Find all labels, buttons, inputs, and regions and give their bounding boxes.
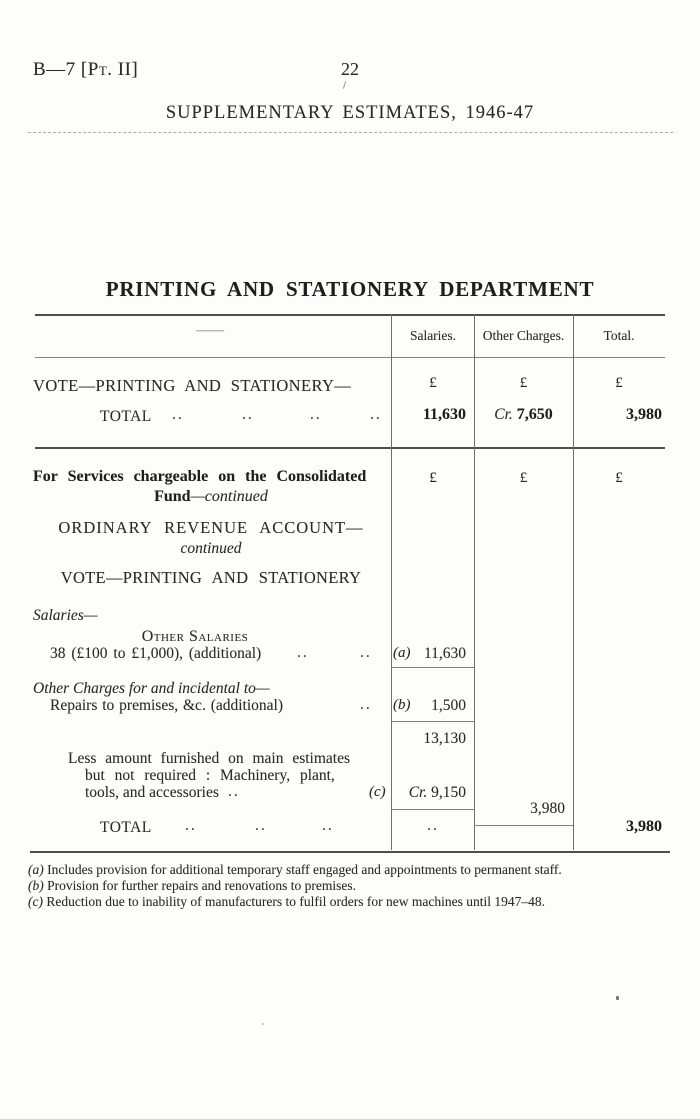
detail-total-label: TOTAL: [100, 819, 152, 836]
other-charges-group-label: Other Charges for and incidental to—: [33, 680, 270, 697]
table-vline-1: [391, 314, 392, 850]
summary-other-charges-value: [475, 406, 572, 424]
footnote-a: [28, 862, 562, 878]
salaries-group-label: Salaries—: [33, 607, 98, 624]
salaries-column-rule-1: [391, 667, 474, 668]
footnote-c-label: (c): [28, 894, 43, 909]
credit-amount: 7,650: [516, 406, 553, 423]
detail-total-value: 3,980: [626, 818, 662, 835]
fund-heading-line1: For Services chargeable on the Consolidated: [33, 468, 367, 485]
repairs-note-ref: (b): [393, 697, 411, 713]
repairs-item: Repairs to premises, &c. (additional): [50, 697, 283, 714]
account-heading: ORDINARY REVENUE ACCOUNT—: [58, 518, 364, 537]
repairs-item-value: 1,500: [431, 697, 466, 714]
credit-amount: 9,150: [431, 784, 466, 801]
credit-prefix: Cr.: [408, 784, 428, 801]
summary-vote-heading: VOTE—PRINTING AND STATIONERY—: [33, 376, 352, 395]
table-section-rule: [35, 447, 665, 449]
footnote-b-label: (b): [28, 878, 44, 893]
fund-heading-bold: Fund: [154, 488, 191, 505]
pound-sign-salaries-2: £: [429, 470, 437, 486]
credit-prefix: Cr.: [494, 406, 513, 423]
dot-leader: ..: [228, 783, 240, 800]
footnote-c: [28, 894, 545, 910]
ink-speck: [343, 81, 346, 89]
dot-leader: ..: [360, 644, 372, 661]
pound-sign-salaries: £: [429, 375, 437, 391]
less-item-value: [390, 784, 466, 802]
less-line-3: tools, and accessories: [85, 784, 219, 801]
table-vline-2: [474, 314, 475, 850]
salaries-column-rule-2: [391, 721, 474, 722]
other-charges-column-rule: [474, 825, 573, 826]
footnote-a-label: (a): [28, 862, 44, 877]
ink-speck: [616, 996, 619, 1000]
footnote-b-text: Provision for further repairs and renovations to premises.: [47, 878, 357, 893]
account-heading-continued: continued: [180, 540, 242, 557]
column-header-salaries: Salaries.: [409, 328, 457, 343]
footnote-c-text: Reduction due to inability of manufacturers to fulfil orders for new machines until 1947–48.: [46, 894, 545, 909]
dot-leader: ..: [172, 406, 184, 423]
less-note-ref: (c): [369, 784, 386, 800]
dot-leader: ..: [360, 696, 372, 713]
fund-heading-continued: —continued: [190, 488, 268, 505]
dot-leader: ..: [370, 406, 382, 423]
document-reference: B—7 [Pt. II]: [33, 59, 139, 80]
table-vline-3: [573, 314, 574, 850]
detail-vote-heading: VOTE—PRINTING AND STATIONERY: [60, 568, 362, 587]
summary-salaries-value: 11,630: [422, 406, 466, 423]
stub-column-dash: ——: [196, 323, 224, 338]
dot-leader: ..: [427, 817, 439, 834]
less-line-2: but not required : Machinery, plant,: [85, 767, 335, 784]
footnote-b: [28, 878, 356, 894]
pound-sign-other-charges: £: [519, 375, 528, 391]
header-rule: [28, 132, 673, 133]
dot-leader: ..: [185, 817, 197, 834]
column-header-other-charges: Other Charges.: [482, 328, 565, 343]
other-salaries-subhead: Other Salaries: [141, 628, 249, 645]
salaries-subtotal-value: 13,130: [423, 730, 466, 747]
table-top-rule: [35, 314, 665, 316]
less-line-1: Less amount furnished on main estimates: [68, 750, 350, 767]
salaries-item-value: 11,630: [423, 645, 466, 662]
fund-heading-line2: [33, 488, 389, 506]
dot-leader: ..: [255, 817, 267, 834]
dot-leader: ..: [297, 644, 309, 661]
salaries-column-rule-3: [391, 809, 474, 810]
summary-total-value: 3,980: [626, 406, 662, 423]
footnote-a-text: Includes provision for additional temporary staff engaged and appointments to permanent staff.: [47, 862, 562, 877]
salaries-item: 38 (£100 to £1,000), (additional): [50, 645, 262, 662]
pound-sign-total-2: £: [615, 470, 623, 486]
ink-speck: [262, 1023, 264, 1025]
table-bottom-rule: [30, 851, 670, 853]
other-charges-net-value: 3,980: [530, 800, 565, 817]
dot-leader: ..: [310, 406, 322, 423]
summary-total-label: TOTAL: [100, 408, 152, 425]
pound-sign-other-charges-2: £: [519, 470, 528, 486]
salaries-note-ref: (a): [393, 645, 411, 661]
table-headrow-rule: [35, 357, 665, 358]
running-head: SUPPLEMENTARY ESTIMATES, 1946-47: [165, 103, 535, 123]
page-number: 22: [341, 59, 359, 79]
pound-sign-total: £: [615, 375, 623, 391]
column-header-total: Total.: [603, 328, 635, 343]
dot-leader: ..: [242, 406, 254, 423]
dot-leader: ..: [322, 817, 334, 834]
page-title: PRINTING AND STATIONERY DEPARTMENT: [105, 277, 595, 301]
